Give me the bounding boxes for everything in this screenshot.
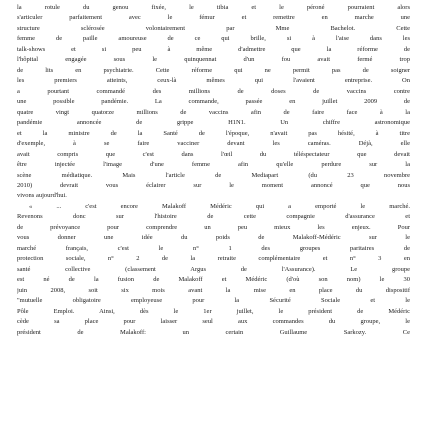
text-line: Revenons donc sur l'histoire de cette compagnie d'assurance et — [17, 213, 410, 221]
text-line: pandémie annoncée de grippe H1N1. Un chiffre astronomique — [17, 119, 410, 127]
text-line: scène médiatique. Mais l'article de Mediapart (du 23 novembre — [17, 171, 410, 179]
text-line: Pôle Emploi. Ainsi, dès le 1er juillet, le président de Médéric — [17, 307, 410, 315]
text-line: vous donner une idée du poids de Malakoff-Médéric sur le — [17, 234, 410, 242]
text-line: protection sociale, n° 2 de la retraite complémentaire et n° 3 en — [17, 255, 410, 263]
text-line: marché français, c'est le n° 1 des groupes paritaires de — [17, 244, 410, 252]
text-line: femme de paille amoureuse de ce qui brille, si à l'aise dans les — [17, 35, 410, 43]
text-line: la rotule du genou fixée, le tibia et le péroné pourraient alors — [17, 4, 410, 11]
text-line: a pourtant commandé des millions de doses de vaccins contre — [17, 87, 410, 95]
text-line: de lits en psychiatrie. Cette réforme qui ne permit pas de soigner — [17, 66, 410, 74]
paragraph-1 — [17, 3, 410, 202]
text-line: santé collective (classement Argus de l'Assurance). Le groupe — [17, 265, 410, 273]
text-line: structure sclérosée volontairement par Mme Bachelot. Cette — [17, 24, 410, 32]
text-line: avait compris que c'est dans l'œil du téléspectateur que devait — [17, 150, 410, 158]
text-line: s'articuler parfaitement avec le fémur et remettre en marche une — [17, 14, 410, 22]
text-line: "mutuelle obligatoire employeuse pour la Sécurité Sociale et le — [17, 297, 410, 305]
text-line: vivons aujourd'hui. — [17, 192, 67, 200]
text-line: et la ministre de la Santé de l'époque, n'avait pas hésité, à titre — [17, 129, 410, 137]
text-line: de prévoyance pour comprendre un peu mieux les enjeux. Pour — [17, 223, 410, 231]
text-line: « ... c'est encore Malakoff Médéric qui a emporté le marché. — [29, 202, 410, 210]
text-line: les premiers atteints, ceux-là mêmes qui l'avaient entreprise. On — [17, 77, 410, 85]
text-line: quatre vingt quatorze millions de vaccins afin de faire face à la — [17, 108, 410, 116]
text-line: d'exemple, à se faire vacciner devant les caméras. Déjà, elle — [17, 140, 410, 148]
text-line: une possible pandémie. La commande, passée en juillet 2009 de — [17, 98, 410, 106]
text-line: l'hôpital engagée sous le quinquennat d'un fou avait fermé trop — [17, 56, 410, 64]
text-line: 2010) devrait vous éclairer sur le moment annoncé que nous — [17, 181, 410, 189]
book-page — [17, 3, 410, 423]
text-line: talk-shows et si peu à même d'admettre que la réforme de — [17, 45, 410, 53]
text-line: cède sa place pour laisser seul aux commandes du groupe, le — [17, 318, 410, 326]
text-line: être injectée l'image d'une femme afin qu'elle perdure sur la — [17, 161, 410, 169]
text-line: juin 2008, soit six mois avant la mise en place du dispositif — [17, 286, 410, 294]
text-line: président de Malakoff: un certain Guillaume Sarkozy. Ce — [17, 328, 410, 336]
text-line: est né de la fusion de Malakoff et Médéric (d'où son nom) le 30 — [17, 276, 410, 284]
paragraph-2-quote — [17, 202, 410, 338]
